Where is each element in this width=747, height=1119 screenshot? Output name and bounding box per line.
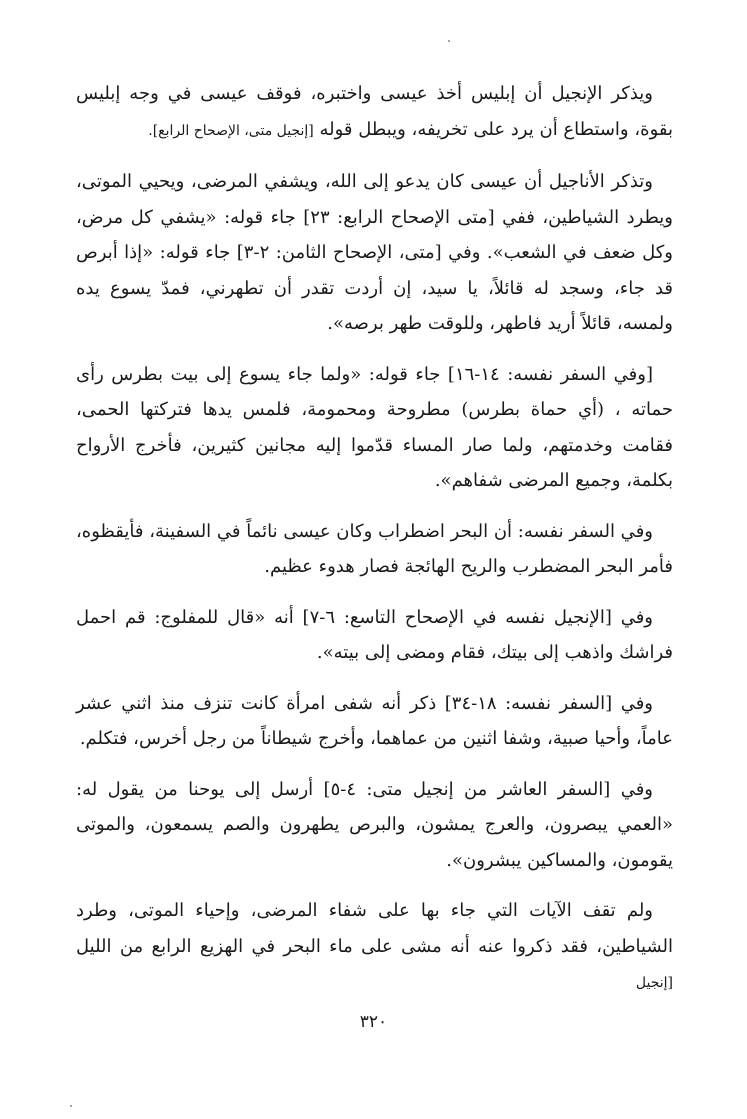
scan-speck — [448, 40, 450, 42]
paragraph-text: وفي [السفر العاشر من إنجيل متى: ٤-٥] أرسل إلى يوحنا من يقول له: «العمي يبصرون، والعرج يمشون، والبرص يطهرون والصم يسمعون، والموتى يقومون، والمساكين يبشرون». — [76, 778, 673, 871]
paragraph-text: ويذكر الإنجيل أن إبليس أخذ عيسى واختبره، فوقف عيسى في وجه إبليس بقوة، واستطاع أن يرد على تخريفه، ويبطل قوله — [76, 83, 673, 140]
page-body — [76, 76, 673, 1017]
paragraph-calming-sea — [76, 514, 673, 585]
reference-note: [إنجيل متى، الإصحاح الرابع]. — [148, 122, 314, 139]
paragraph-text: ولم تقف الآيات التي جاء بها على شفاء المرضى، وإحياء الموتى، وطرد الشياطين، فقد ذكروا عنه أنه مشى على ماء البحر في الهزيع الرابع من الليل — [76, 900, 673, 957]
paragraph-text: وفي [السفر نفسه: ١٨-٣٤] ذكر أنه شفى امرأة كانت تنزف منذ اثني عشر عاماً، وأحيا صبية، وشفا اثنين من عماهما، وأخرج شيطاناً من رجل أخرس، فتكلم. — [76, 692, 673, 749]
paragraph-miracles-healing — [76, 164, 673, 342]
paragraph-text: وتذكر الأناجيل أن عيسى كان يدعو إلى الله، ويشفي المرضى، ويحيي الموتى، ويطرد الشياطين، ففي [متى الإصحاح الرابع: ٢٣] جاء قوله: «يشفي كل مرض، وكل ضعف في الشعب». وفي [متى، الإصحاح الثامن: ٢-٣] جاء قوله: «إذا أبرص قد جاء، وسجد له قائلاً، يا سيد، إن أردت تقدر أن تطهرني، فمدّ يسوع يده ولمسه، قائلاً أريد فاطهر، وللوقت طهر برصه». — [76, 171, 674, 334]
paragraph-peter-house — [76, 357, 673, 499]
paragraph-walking-water — [76, 893, 673, 1002]
paragraph-paralytic — [76, 600, 673, 671]
paragraph-text: وفي السفر نفسه: أن البحر اضطراب وكان عيسى نائماً في السفينة، فأيقظوه، فأمر البحر المضطرب والريح الهائجة فصار هدوء عظيم. — [75, 520, 673, 577]
scan-speck — [70, 1105, 72, 1107]
paragraph-john-message — [76, 772, 673, 879]
paragraph-iblis — [76, 76, 673, 149]
page-number: ٣٢٠ — [359, 1012, 388, 1032]
reference-note: [إنجيل — [635, 975, 673, 991]
paragraph-text: [وفي السفر نفسه: ١٤-١٦] جاء قوله: «ولما جاء يسوع إلى بيت بطرس رأى حماته ، (أي حماة بطرس) مطروحة ومحمومة، فلمس يدها فتركتها الحمى، فقامت وخدمتهم، ولما صار المساء قدّموا إليه مجانين كثيرين، فأخرج الأرواح بكلمة، وجميع المرضى شفاهم». — [76, 363, 673, 491]
paragraph-healings-list — [76, 686, 673, 757]
paragraph-text: وفي [الإنجيل نفسه في الإصحاح التاسع: ٦-٧] أنه «قال للمفلوج: قم احمل فراشك واذهب إلى بيتك، فقام ومضى إلى بيته». — [76, 606, 673, 663]
